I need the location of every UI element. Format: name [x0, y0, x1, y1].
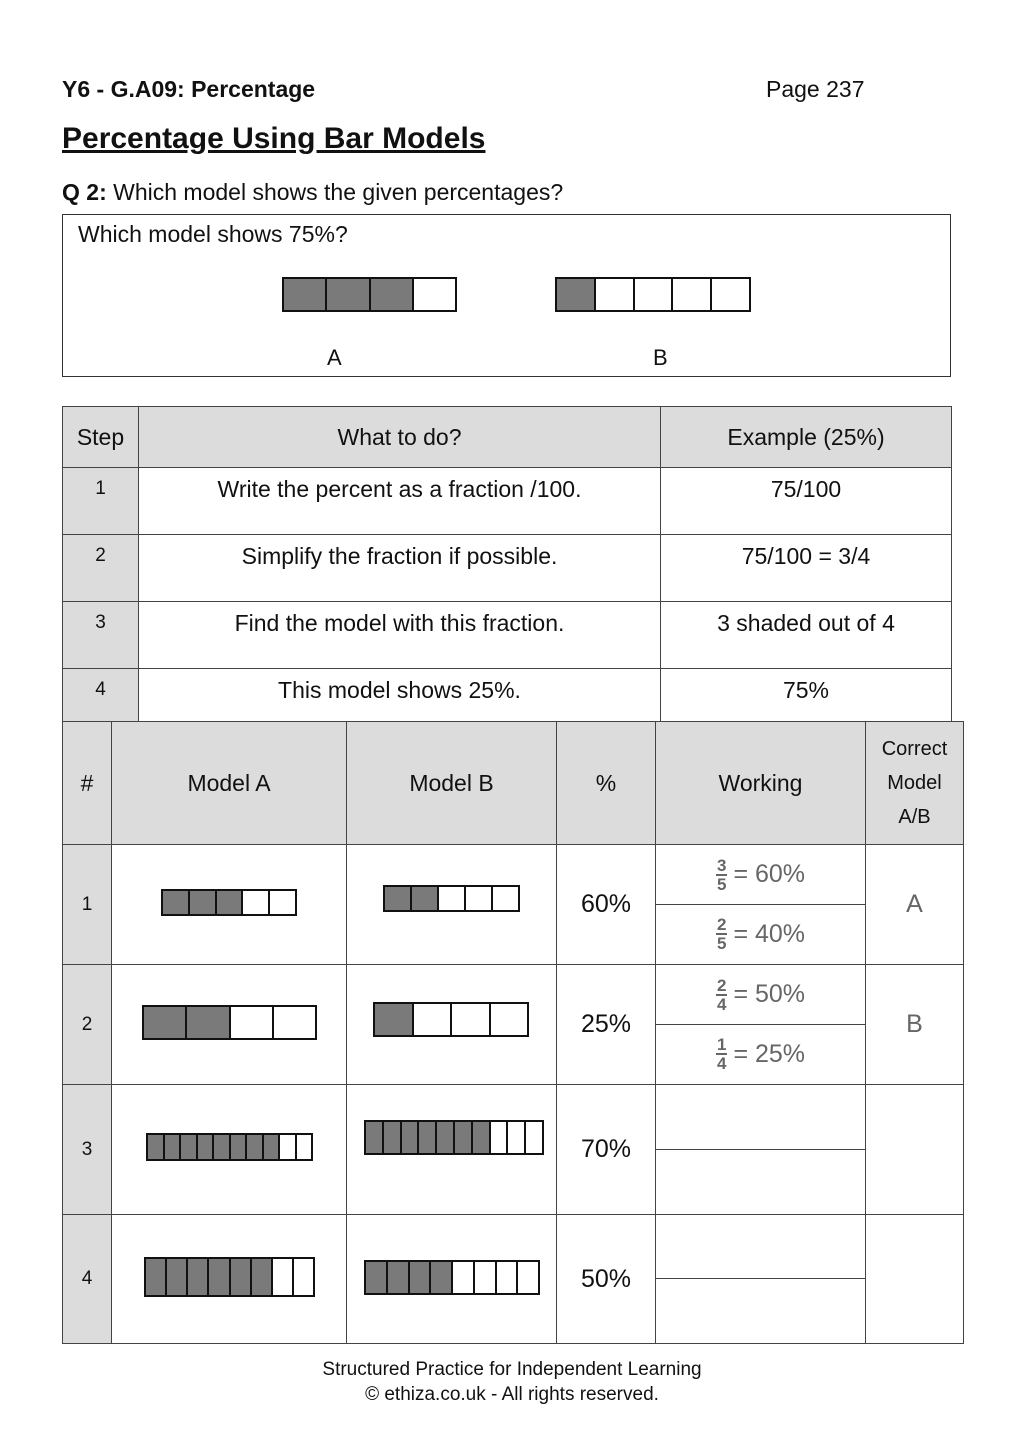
working-text: = 50% — [733, 980, 806, 1008]
shaded-cell — [231, 1135, 248, 1159]
row-number: 1 — [63, 845, 112, 965]
bar-model-a — [161, 889, 297, 916]
step-instruction: This model shows 25%. — [139, 669, 661, 736]
shaded-cell — [366, 1262, 388, 1293]
steps-header-row — [63, 407, 952, 468]
model-b-cell — [347, 1215, 557, 1344]
shaded-cell — [252, 1259, 273, 1295]
working-cell — [656, 1215, 866, 1344]
shaded-cell — [198, 1135, 215, 1159]
example-model-a — [282, 277, 457, 312]
unshaded-cell — [491, 1122, 509, 1153]
step-number: 4 — [63, 669, 139, 736]
header-correct-line1: Correct — [881, 738, 948, 760]
correct-answer[interactable]: B — [866, 965, 964, 1085]
working-bottom — [656, 905, 865, 964]
step-example: 75% — [661, 669, 952, 736]
correct-answer[interactable]: A — [866, 845, 964, 965]
row-number: 3 — [63, 1085, 112, 1215]
shaded-cell — [144, 1007, 187, 1038]
unshaded-cell — [274, 1007, 315, 1038]
model-a-cell — [112, 1085, 347, 1215]
shaded-cell — [163, 891, 190, 914]
example-box — [62, 214, 951, 377]
step-example: 75/100 = 3/4 — [661, 535, 952, 602]
shaded-cell — [431, 1262, 453, 1293]
shaded-cell — [385, 887, 412, 910]
working-text: = 60% — [733, 860, 806, 888]
unshaded-cell — [508, 1122, 526, 1153]
shaded-cell — [557, 279, 596, 310]
steps-header-example: Example (25%) — [661, 407, 952, 468]
shaded-cell — [209, 1259, 230, 1295]
unshaded-cell — [673, 279, 712, 310]
unshaded-cell — [526, 1122, 542, 1153]
model-b-cell — [347, 965, 557, 1085]
row-number: 4 — [63, 1215, 112, 1344]
unshaded-cell — [493, 887, 518, 910]
working-text: = 40% — [733, 919, 806, 948]
step-example: 75/100 — [661, 468, 952, 535]
shaded-cell — [419, 1122, 437, 1153]
table-row — [63, 1215, 964, 1344]
correct-answer[interactable] — [866, 1215, 964, 1344]
unshaded-cell — [712, 279, 749, 310]
steps-header-step: Step — [63, 407, 139, 468]
shaded-cell — [181, 1135, 198, 1159]
model-b-cell — [347, 1085, 557, 1215]
step-example: 3 shaded out of 4 — [661, 602, 952, 669]
unshaded-cell — [635, 279, 674, 310]
models-table — [62, 721, 964, 1344]
header-correct-model — [866, 722, 964, 845]
working-bottom — [656, 1025, 865, 1084]
model-b-cell — [347, 845, 557, 965]
fraction-numerator: 1 — [716, 1035, 727, 1054]
bar-model-a — [142, 1005, 317, 1040]
shaded-cell — [388, 1262, 410, 1293]
unshaded-cell — [414, 1004, 453, 1035]
unshaded-cell — [518, 1262, 538, 1293]
unshaded-cell — [452, 1004, 491, 1035]
fraction — [716, 857, 727, 893]
unshaded-cell — [297, 1135, 312, 1159]
shaded-cell — [146, 1259, 167, 1295]
table-row — [63, 845, 964, 965]
model-a-cell — [112, 965, 347, 1085]
working-top — [656, 846, 865, 905]
shaded-cell — [327, 279, 370, 310]
unshaded-cell — [596, 279, 635, 310]
header-model-a: Model A — [112, 722, 347, 845]
example-label-a: A — [327, 345, 342, 370]
shaded-cell — [148, 1135, 165, 1159]
row-number: 2 — [63, 965, 112, 1085]
bar-model-b — [364, 1120, 544, 1155]
step-instruction: Write the percent as a fraction /100. — [139, 468, 661, 535]
working-bottom[interactable] — [656, 1150, 865, 1214]
shaded-cell — [402, 1122, 420, 1153]
steps-row — [63, 535, 952, 602]
shaded-cell — [412, 887, 439, 910]
model-a-cell — [112, 845, 347, 965]
unshaded-cell — [414, 279, 455, 310]
working-top[interactable] — [656, 1215, 865, 1279]
shaded-cell — [214, 1135, 231, 1159]
percent-value: 70% — [557, 1085, 656, 1215]
unshaded-cell — [497, 1262, 519, 1293]
fraction — [716, 1036, 727, 1072]
percent-value: 60% — [557, 845, 656, 965]
shaded-cell — [366, 1122, 384, 1153]
bar-model-a — [144, 1257, 315, 1297]
model-a-cell — [112, 1215, 347, 1344]
unshaded-cell — [280, 1135, 297, 1159]
working-cell — [656, 845, 866, 965]
fraction-numerator: 3 — [716, 855, 727, 875]
unshaded-cell — [294, 1259, 313, 1295]
fraction-denominator: 5 — [716, 934, 727, 953]
step-number: 1 — [63, 468, 139, 535]
header-model-b: Model B — [347, 722, 557, 845]
percent-value: 50% — [557, 1215, 656, 1344]
footer-line1: Structured Practice for Independent Learning — [322, 1359, 702, 1380]
header-percent: % — [557, 722, 656, 845]
bar-model-a — [146, 1133, 313, 1161]
working-top — [656, 966, 865, 1025]
shaded-cell — [375, 1004, 414, 1035]
footer-line2: © ethiza.co.uk - All rights reserved. — [365, 1384, 659, 1405]
working-top[interactable] — [656, 1086, 865, 1150]
bar-model-b — [373, 1002, 529, 1037]
steps-table — [62, 406, 952, 736]
fraction-numerator: 2 — [716, 975, 727, 995]
table-row — [63, 1085, 964, 1215]
shaded-cell — [455, 1122, 473, 1153]
bar-model-b — [383, 885, 520, 912]
shaded-cell — [188, 1259, 209, 1295]
bar-model-b — [364, 1260, 540, 1295]
question-body: Which model shows the given percentages? — [113, 179, 564, 205]
fraction — [716, 916, 727, 952]
shaded-cell — [473, 1122, 491, 1153]
unshaded-cell — [475, 1262, 497, 1293]
working-bottom[interactable] — [656, 1279, 865, 1343]
topic-heading: Y6 - G.A09: Percentage — [62, 76, 316, 102]
fraction-denominator: 5 — [716, 874, 727, 894]
shaded-cell — [264, 1135, 281, 1159]
shaded-cell — [284, 279, 327, 310]
header-correct-line3: A/B — [898, 806, 931, 828]
question-text — [62, 179, 563, 206]
table-row — [63, 965, 964, 1085]
header-correct-line2: Model — [887, 772, 942, 794]
fraction-numerator: 2 — [716, 915, 727, 934]
shaded-cell — [231, 1259, 252, 1295]
working-cell — [656, 965, 866, 1085]
page-title: Percentage Using Bar Models — [62, 122, 486, 155]
example-model-b — [555, 277, 751, 312]
step-instruction: Simplify the fraction if possible. — [139, 535, 661, 602]
percent-value: 25% — [557, 965, 656, 1085]
shaded-cell — [437, 1122, 455, 1153]
working-cell — [656, 1085, 866, 1215]
shaded-cell — [217, 891, 244, 914]
unshaded-cell — [453, 1262, 475, 1293]
fraction — [716, 977, 727, 1013]
header-number: # — [63, 722, 112, 845]
header-working: Working — [656, 722, 866, 845]
shaded-cell — [190, 891, 217, 914]
question-prefix: Q 2: — [62, 179, 107, 205]
fraction-denominator: 4 — [716, 994, 727, 1014]
steps-row — [63, 602, 952, 669]
unshaded-cell — [466, 887, 493, 910]
shaded-cell — [247, 1135, 264, 1159]
example-prompt: Which model shows 75%? — [78, 221, 348, 247]
shaded-cell — [187, 1007, 230, 1038]
example-label-b: B — [653, 345, 668, 370]
step-instruction: Find the model with this fraction. — [139, 602, 661, 669]
correct-answer[interactable] — [866, 1085, 964, 1215]
shaded-cell — [384, 1122, 402, 1153]
fraction-denominator: 4 — [716, 1054, 727, 1073]
step-number: 3 — [63, 602, 139, 669]
shaded-cell — [167, 1259, 188, 1295]
shaded-cell — [410, 1262, 432, 1293]
steps-row — [63, 468, 952, 535]
shaded-cell — [371, 279, 414, 310]
page-number: Page 237 — [766, 76, 865, 102]
unshaded-cell — [231, 1007, 274, 1038]
unshaded-cell — [273, 1259, 294, 1295]
working-text: = 25% — [733, 1039, 806, 1068]
unshaded-cell — [270, 891, 295, 914]
unshaded-cell — [491, 1004, 528, 1035]
step-number: 2 — [63, 535, 139, 602]
steps-header-what: What to do? — [139, 407, 661, 468]
unshaded-cell — [243, 891, 270, 914]
unshaded-cell — [439, 887, 466, 910]
models-header-row — [63, 722, 964, 845]
shaded-cell — [165, 1135, 182, 1159]
